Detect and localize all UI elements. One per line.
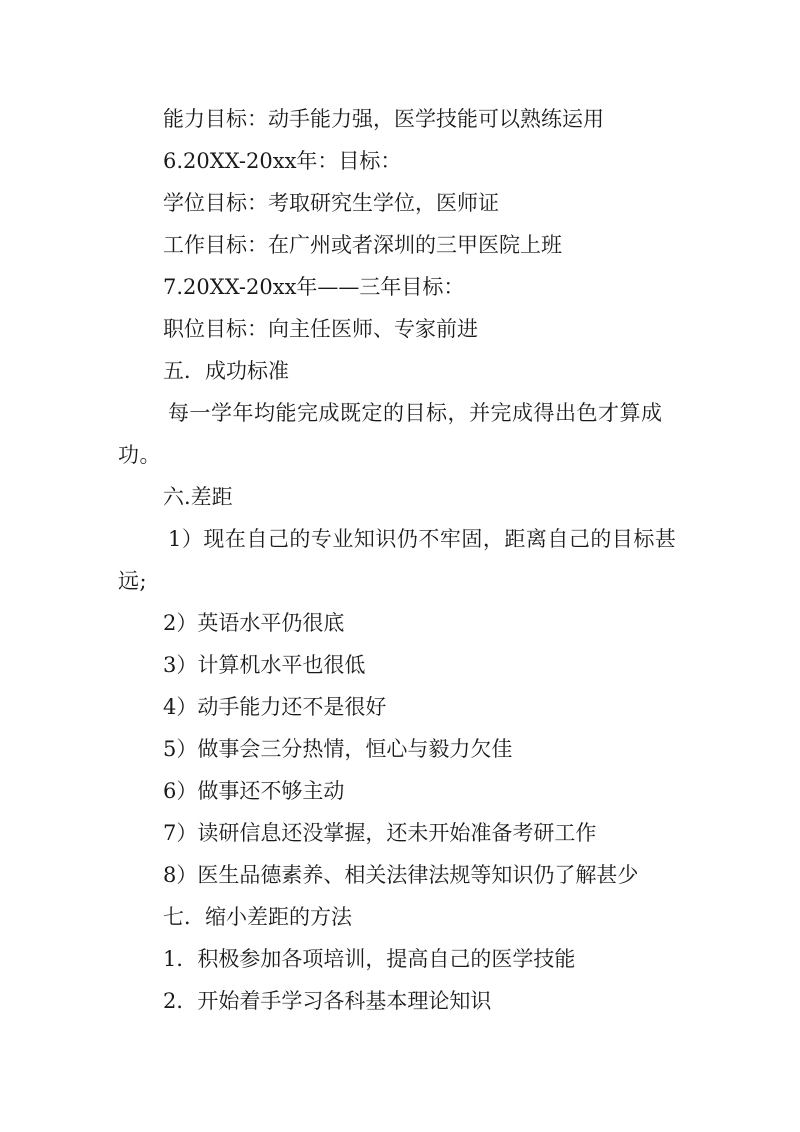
gap-item-1-line-2: 远; <box>118 569 148 593</box>
section-5-heading: 五．成功标准 <box>163 359 289 383</box>
success-criteria-paragraph <box>118 392 690 476</box>
gap-item: 7）读研信息还没掌握，还未开始准备考研工作 <box>163 821 597 845</box>
gap-item: 5）做事会三分热情，恒心与毅力欠佳 <box>163 737 513 761</box>
ability-goal-line: 能力目标：动手能力强，医学技能可以熟练运用 <box>163 107 604 131</box>
method-item: 1．积极参加各项培训，提高自己的医学技能 <box>163 947 576 971</box>
success-criteria-line-1: 每一学年均能完成既定的目标，并完成得出色才算成 <box>168 401 663 425</box>
gap-item: 8）医生品德素养、相关法律法规等知识仍了解甚少 <box>163 863 639 887</box>
gap-item: 6）做事还不够主动 <box>163 779 345 803</box>
document-body <box>118 98 690 1022</box>
goal-2020-heading: 6.20XX-20xx年：目标： <box>163 149 402 173</box>
degree-goal-line: 学位目标：考取研究生学位，医师证 <box>163 191 499 215</box>
section-7-heading: 七．缩小差距的方法 <box>163 905 352 929</box>
gap-item-1-paragraph <box>118 518 690 602</box>
gap-item: 4）动手能力还不是很好 <box>163 695 387 719</box>
three-year-goal-heading: 7.20XX-20xx年——三年目标： <box>163 275 465 299</box>
position-goal-line: 职位目标：向主任医师、专家前进 <box>163 317 478 341</box>
work-goal-line: 工作目标：在广州或者深圳的三甲医院上班 <box>163 233 562 257</box>
success-criteria-line-2: 功。 <box>118 443 161 467</box>
gap-item: 2）英语水平仍很底 <box>163 611 345 635</box>
gap-item-1-line-1: 1）现在自己的专业知识仍不牢固，距离自己的目标甚 <box>168 527 677 551</box>
section-6-heading: 六.差距 <box>163 485 233 509</box>
method-item: 2．开始着手学习各科基本理论知识 <box>163 989 492 1013</box>
gap-item: 3）计算机水平也很低 <box>163 653 366 677</box>
